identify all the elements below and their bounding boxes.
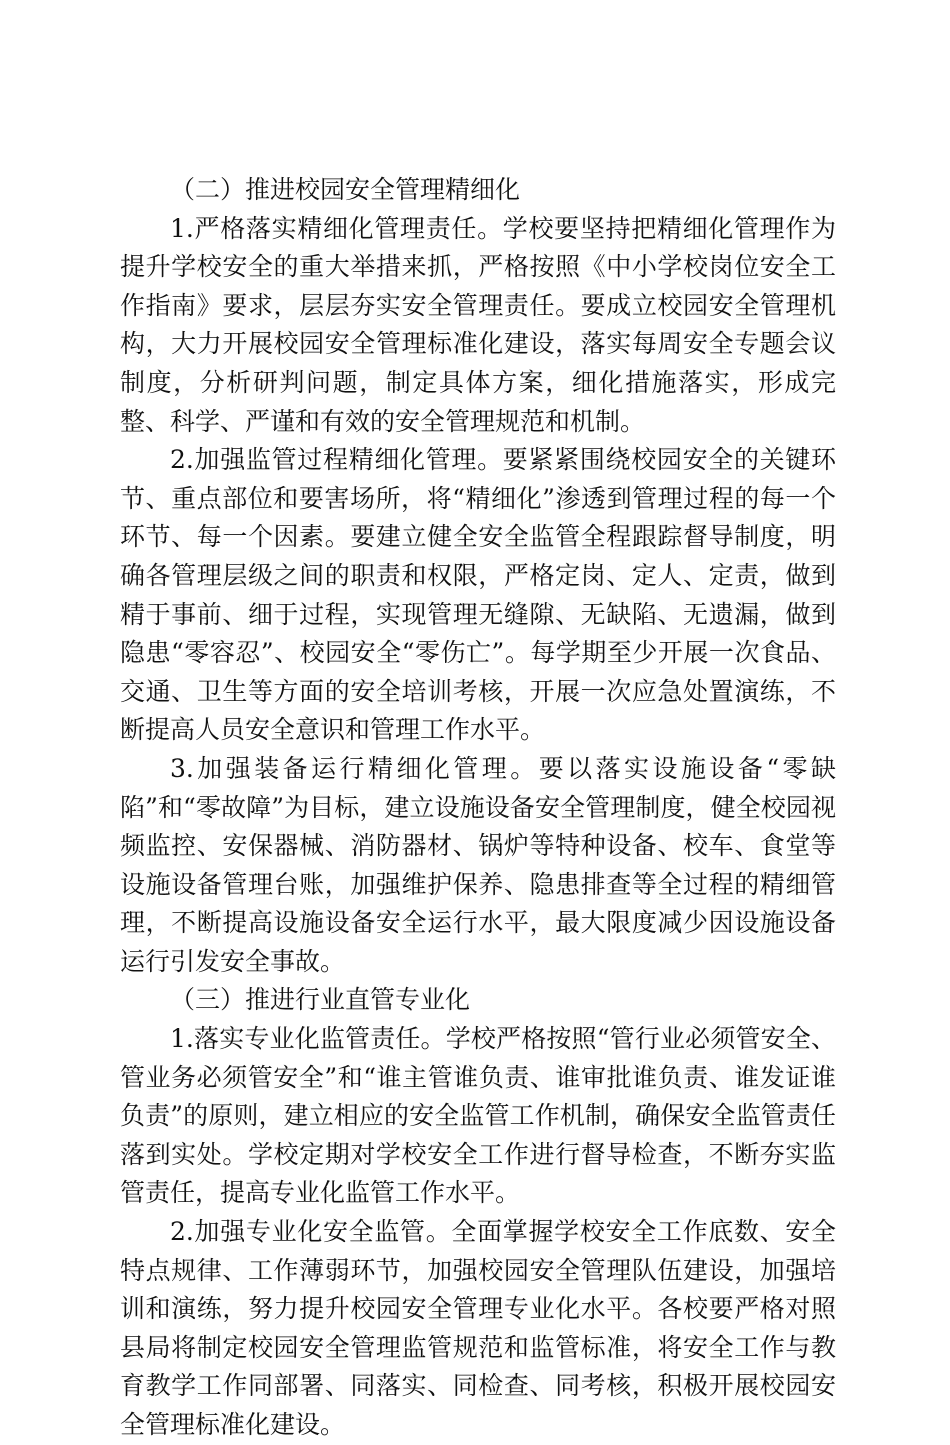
section-2-paragraph-1: 1.严格落实精细化管理责任。学校要坚持把精细化管理作为提升学校安全的重大举措来抓，严格按照《中小学校岗位安全工作指南》要求，层层夯实安全管理责任。要成立校园安全管理机构，大力开展校园安全管理标准化建设，落实每周安全专题会议制度，分析研判问题，制定具体方案，细化措施落实，形成完整、科学、严谨和有效的安全管理规范和机制。 [120,213,836,436]
section-3-paragraph-1: 1.落实专业化监管责任。学校严格按照“管行业必须管安全、管业务必须管安全”和“谁主管谁负责、谁审批谁负责、谁发证谁负责”的原则，建立相应的安全监管工作机制，确保安全监管责任落到实处。学校定期对学校安全工作进行督导检查，不断夯实监管责任，提高专业化监管工作水平。 [120,1024,836,1208]
section-heading-2: （二）推进校园安全管理精细化 [170,175,521,204]
section-heading-3: （三）推进行业直管专业化 [170,985,471,1015]
section-2-paragraph-3: 3.加强装备运行精细化管理。要以落实设施设备“零缺陷”和“零故障”为目标，建立设施设备安全管理制度，健全校园视频监控、安保器械、消防器材、锅炉等特种设备、校车、食堂等设施设备管理台账，加强维护保养、隐患排查等全过程的精细管理，不断提高设施设备安全运行水平，最大限度减少因设施设备运行引发安全事故。 [120,753,836,976]
section-2-paragraph-2: 2.加强监管过程精细化管理。要紧紧围绕校园安全的关键环节、重点部位和要害场所，将“精细化”渗透到管理过程的每一个环节、每一个因素。要建立健全安全监管全程跟踪督导制度，明确各管理层级之间的职责和权限，严格定岗、定人、定责，做到精于事前、细于过程，实现管理无缝隙、无缺陷、无遗漏，做到隐患“零容忍”、校园安全“零伤亡”。每学期至少开展一次食品、交通、卫生等方面的安全培训考核，开展一次应急处置演练，不断提高人员安全意识和管理工作水平。 [120,445,836,745]
document-body [120,171,836,1445]
section-3-paragraph-2: 2.加强专业化安全监管。全面掌握学校安全工作底数、安全特点规律、工作薄弱环节，加强校园安全管理队伍建设，加强培训和演练，努力提升校园安全管理专业化水平。各校要严格对照县局将制定校园安全管理监管规范和监管标准，将安全工作与教育教学工作同部署、同落实、同检查、同考核，积极开展校园安全管理标准化建设。 [120,1217,836,1439]
